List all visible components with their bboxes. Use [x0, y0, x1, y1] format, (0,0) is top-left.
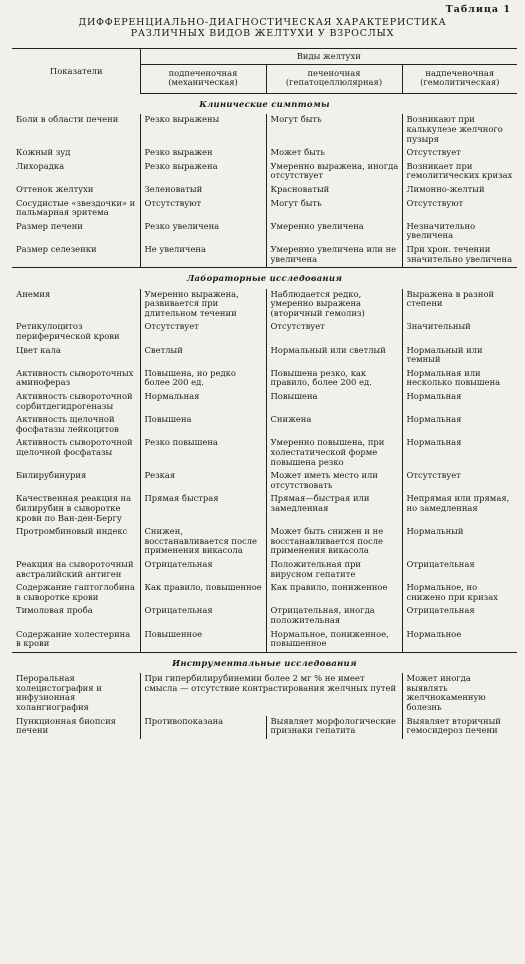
cell-subhepatic: Противопоказана [140, 716, 266, 739]
cell-prehepatic: Нормальное, но снижено при кризах [402, 582, 517, 605]
cell-hepatic: Умеренно выражена, иногда отсутствует [266, 161, 402, 184]
cell-hepatic: Может быть [266, 147, 402, 161]
table-row [12, 559, 517, 582]
cell-subhepatic: Умеренно выражена, развивается при длительном течении [140, 289, 266, 322]
cell-prehepatic: Нормальный [402, 526, 517, 559]
cell-subhepatic: Резко повышена [140, 437, 266, 470]
header-col-hepatic: печеночная (гепатоцеллюлярная) [266, 64, 402, 93]
cell-param: Пункционная биопсия печени [16, 715, 116, 736]
cell-subhepatic: Снижен, восстанавливается после применения викасола [140, 526, 266, 559]
cell-subhepatic: Нормальная [140, 391, 266, 414]
cell-hepatic: Повышена [266, 391, 402, 414]
cell-prehepatic: Нормальная или несколько повышена [402, 368, 517, 391]
cell-subhepatic: Резкая [140, 470, 266, 493]
jaundice-table [12, 48, 517, 739]
table-title-line-2: РАЗЛИЧНЫХ ВИДОВ ЖЕЛТУХИ У ВЗРОСЛЫХ [130, 28, 395, 39]
cell-subhepatic: Прямая быстрая [140, 493, 266, 526]
section-title: Лабораторные исследования [12, 268, 517, 289]
cell-param: Анемия [16, 288, 51, 299]
table-title [0, 17, 525, 39]
cell-prehepatic: Незначительно увеличена [402, 221, 517, 244]
cell-subhepatic: Повышена, но редко более 200 ед. [140, 368, 266, 391]
cell-param: Протромбиновый индекс [16, 526, 128, 537]
table-row [12, 114, 517, 147]
cell-param: Активность сывороточных аминофераз [16, 367, 134, 388]
cell-param: Активность щелочной фосфатазы лейкоцитов [16, 414, 119, 434]
header-col-prehepatic: надпеченочная (гемолитическая) [402, 64, 517, 93]
cell-param: Боли в области печени [16, 114, 119, 125]
cell-param: Цвет кала [16, 344, 61, 355]
cell-prehepatic: Может иногда выявлять желчнокаменную болезнь [402, 673, 517, 715]
cell-subhepatic: Отсутствует [140, 321, 266, 344]
header-param: Показатели [12, 49, 140, 94]
table-row [12, 391, 517, 414]
cell-subhepatic: При гипербилирубинемии более 2 мг % не имеет смысла — отсутствие контрастирования желчных путей [140, 673, 402, 715]
cell-subhepatic: Повышенное [140, 629, 266, 653]
cell-prehepatic: Отрицательная [402, 559, 517, 582]
cell-prehepatic: Нормальная [402, 391, 517, 414]
cell-subhepatic: Отсутствуют [140, 198, 266, 221]
cell-prehepatic: Отрицательная [402, 605, 517, 628]
table-row [12, 147, 517, 161]
cell-prehepatic: Лимонно-желтый [402, 184, 517, 198]
cell-param: Качественная реакция на билирубин в сыворотке крови по Ван-ден-Бергу [16, 493, 132, 523]
table-row [12, 321, 517, 344]
cell-hepatic: Нормальное, пониженное, повышенное [266, 629, 402, 653]
table-row [12, 605, 517, 628]
table-row [12, 289, 517, 322]
cell-subhepatic: Отрицательная [140, 559, 266, 582]
cell-hepatic: Нормальный или светлый [266, 345, 402, 368]
table-body [12, 93, 517, 739]
cell-prehepatic: Отсутствует [402, 147, 517, 161]
cell-param: Кожный зуд [16, 147, 71, 158]
cell-prehepatic: Нормальный или темный [402, 345, 517, 368]
cell-prehepatic: Выражена в разной степени [402, 289, 517, 322]
section-title: Инструментальные исследования [12, 652, 517, 673]
cell-param: Пероральная холецистография и инфузионная холангиография [16, 673, 102, 713]
cell-param: Тимоловая проба [16, 605, 93, 616]
cell-param: Оттенок желтухи [16, 183, 94, 194]
cell-prehepatic: Нормальная [402, 414, 517, 437]
section-header [12, 93, 517, 114]
cell-param: Билирубинурия [16, 470, 87, 481]
cell-subhepatic: Отрицательная [140, 605, 266, 628]
cell-prehepatic: Выявляет вторичный гемосидероз печени [402, 716, 517, 739]
table-row [12, 198, 517, 221]
table-row [12, 221, 517, 244]
table-row [12, 368, 517, 391]
cell-hepatic: Как правило, пониженное [266, 582, 402, 605]
cell-prehepatic: Значительный [402, 321, 517, 344]
cell-param: Содержание холестерина в крови [16, 628, 131, 649]
table-row [12, 629, 517, 653]
cell-subhepatic: Резко выражены [140, 114, 266, 147]
cell-prehepatic: Отсутствуют [402, 198, 517, 221]
header-col-subhepatic: подпеченочная (механическая) [140, 64, 266, 93]
cell-prehepatic: Возникают при калькулезе желчного пузыря [402, 114, 517, 147]
cell-subhepatic: Повышена [140, 414, 266, 437]
table-row [12, 526, 517, 559]
cell-param: Размер селезенки [16, 243, 97, 254]
cell-hepatic: Отрицательная, иногда положительная [266, 605, 402, 628]
table-title-line-1: ДИФФЕРЕНЦИАЛЬНО-ДИАГНОСТИЧЕСКАЯ ХАРАКТЕРИСТИКА [78, 17, 447, 28]
table-row [12, 470, 517, 493]
cell-param: Содержание гаптоглобина в сыворотке крови [16, 582, 135, 602]
cell-subhepatic: Как правило, повышенное [140, 582, 266, 605]
cell-hepatic: Прямая—быстрая или замедленная [266, 493, 402, 526]
cell-hepatic: Умеренно повышена, при холестатической форме повышена резко [266, 437, 402, 470]
cell-param: Ретикулоцитоз периферической крови [16, 321, 120, 342]
cell-param: Реакция на сывороточный австралийский антиген [16, 558, 134, 579]
table-row [12, 673, 517, 715]
section-header [12, 652, 517, 673]
section-header [12, 268, 517, 289]
cell-param: Лихорадка [16, 160, 65, 171]
table-number: Таблица 1 [445, 4, 511, 15]
cell-hepatic: Выявляет морфологические признаки гепатита [266, 716, 402, 739]
cell-prehepatic: При хрон. течении значительно увеличена [402, 244, 517, 268]
table-row [12, 716, 517, 739]
table-row [12, 184, 517, 198]
section-title: Клинические симптомы [199, 98, 330, 109]
cell-param: Сосудистые «звездочки» и пальмарная эритема [16, 197, 136, 218]
cell-param: Размер печени [16, 220, 83, 231]
cell-subhepatic: Резко выражен [140, 147, 266, 161]
cell-hepatic: Отсутствует [266, 321, 402, 344]
cell-hepatic: Могут быть [266, 198, 402, 221]
cell-hepatic: Умеренно увеличена [266, 221, 402, 244]
table-row [12, 244, 517, 268]
table-row [12, 582, 517, 605]
table-row [12, 345, 517, 368]
header-group: Виды желтухи [140, 49, 517, 65]
cell-prehepatic: Непрямая или прямая, но замедленная [402, 493, 517, 526]
cell-hepatic: Снижена [266, 414, 402, 437]
cell-hepatic: Повышена резко, как правило, более 200 ед. [266, 368, 402, 391]
cell-prehepatic: Нормальная [402, 437, 517, 470]
cell-param: Активность сывороточной сорбитдегидрогеназы [16, 391, 133, 411]
cell-prehepatic: Нормальное [402, 629, 517, 653]
cell-prehepatic: Возникает при гемолитических кризах [402, 161, 517, 184]
cell-hepatic: Может быть снижен и не восстанавливается после применения викасола [266, 526, 402, 559]
cell-subhepatic: Резко увеличена [140, 221, 266, 244]
cell-prehepatic: Отсутствует [402, 470, 517, 493]
table-row [12, 161, 517, 184]
cell-hepatic: Красноватый [266, 184, 402, 198]
cell-hepatic: Умеренно увеличена или не увеличена [266, 244, 402, 268]
cell-hepatic: Положительная при вирусном гепатите [266, 559, 402, 582]
table-row [12, 437, 517, 470]
cell-subhepatic: Зеленоватый [140, 184, 266, 198]
cell-hepatic: Может иметь место или отсутствовать [266, 470, 402, 493]
table-row [12, 414, 517, 437]
cell-subhepatic: Не увеличена [140, 244, 266, 268]
cell-hepatic: Могут быть [266, 114, 402, 147]
cell-hepatic: Наблюдается редко, умеренно выражена (вторичный гемолиз) [266, 289, 402, 322]
cell-subhepatic: Резко выражена [140, 161, 266, 184]
table-row [12, 493, 517, 526]
cell-param: Активность сывороточной щелочной фосфатазы [16, 437, 133, 457]
cell-subhepatic: Светлый [140, 345, 266, 368]
